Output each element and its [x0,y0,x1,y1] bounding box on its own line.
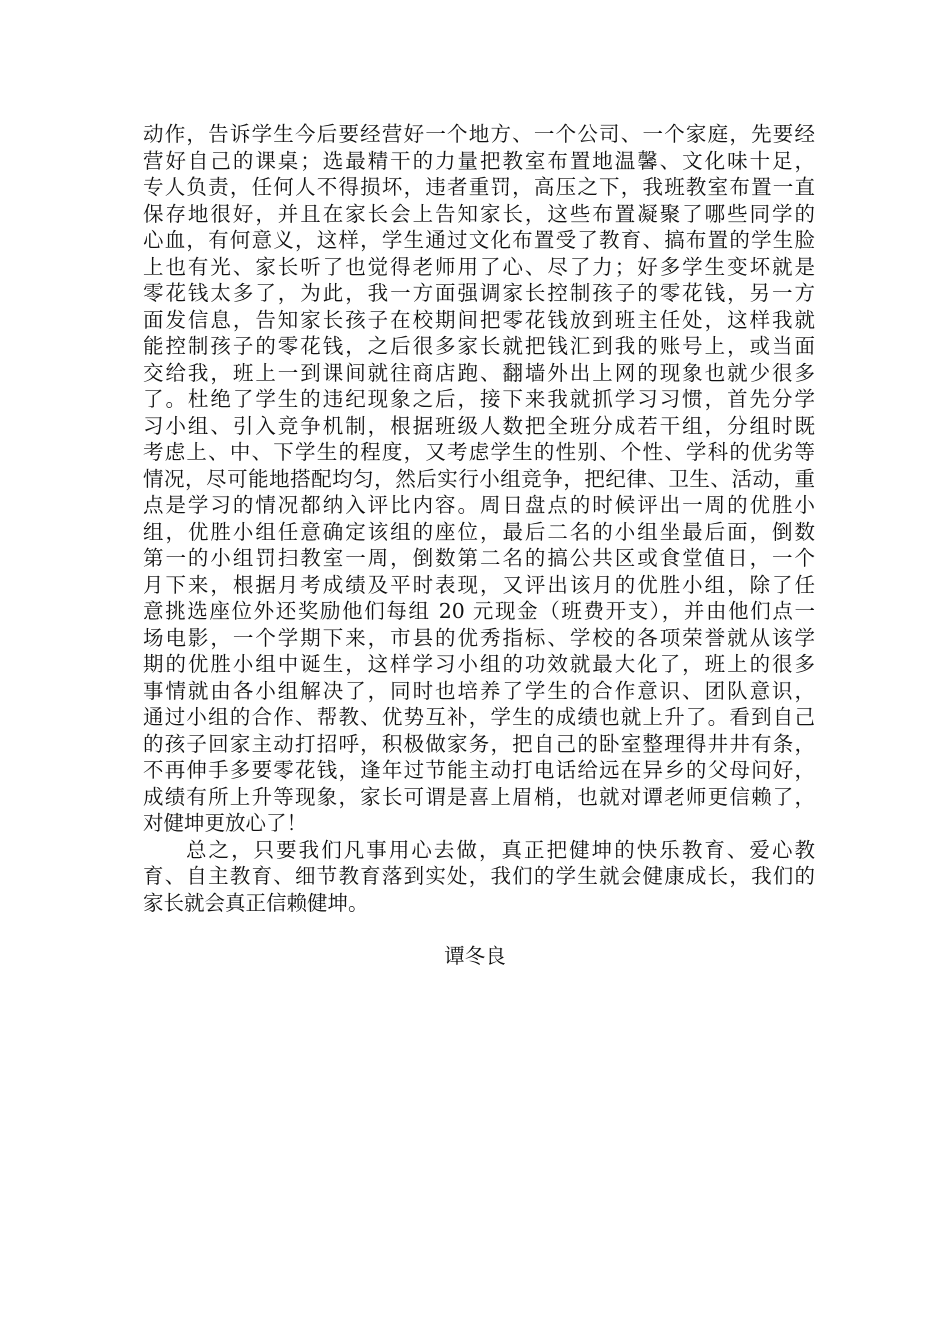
text-line: 总之，只要我们凡事用心去做，真正把健坤的快乐教育、爱心教 [186,837,815,862]
text-line: 月下来，根据月考成绩及平时表现，又评出该月的优胜小组，除了任 [143,572,815,597]
text-line: 能控制孩子的零花钱，之后很多家长就把钱汇到我的账号上，或当面 [143,334,815,358]
text-line: 育、自主教育、细节教育落到实处，我们的学生就会健康成长，我们的 [143,864,815,888]
text-line: 事情就由各小组解决了，同时也培养了学生的合作意识、团队意识， [143,678,815,703]
text-line: 期的优胜小组中诞生，这样学习小组的功效就最大化了，班上的很多 [143,652,815,676]
text-line: 场电影，一个学期下来，市县的优秀指标、学校的各项荣誉就从该学 [143,625,815,650]
text-line: 组，优胜小组任意确定该组的座位，最后二名的小组坐最后面，倒数 [143,519,815,544]
text-line: 零花钱太多了，为此，我一方面强调家长控制孩子的零花钱，另一方 [143,281,815,305]
text-line: 习小组、引入竞争机制，根据班级人数把全班分成若干组，分组时既 [143,413,815,438]
text-line: 交给我，班上一到课间就往商店跑、翻墙外出上网的现象也就少很多 [143,360,815,385]
text-line: 上也有光、家长听了也觉得老师用了心、尽了力；好多学生变坏就是 [143,254,815,279]
text-line: 对健坤更放心了！ [143,811,307,835]
text-line: 心血，有何意义，这样，学生通过文化布置受了教育、搞布置的学生脸 [143,228,815,252]
text-line: 的孩子回家主动打招呼，积极做家务，把自己的卧室整理得井井有条， [143,731,815,756]
paragraph-2 [143,837,815,917]
text-line: 动作，告诉学生今后要经营好一个地方、一个公司、一个家庭，先要经 [143,122,815,146]
author-signature: 谭冬良 [444,944,506,968]
text-line: 成绩有所上升等现象，家长可谓是喜上眉梢，也就对谭老师更信赖了， [143,784,815,809]
text-line: 了。杜绝了学生的违纪现象之后，接下来我就抓学习习惯，首先分学 [143,387,815,411]
paragraph-1 [143,121,815,837]
text-line: 意挑选座位外还奖励他们每组 20 元现金（班费开支），并由他们点一 [143,599,815,623]
text-line: 不再伸手多要零花钱，逢年过节能主动打电话给远在异乡的父母问好， [143,758,815,782]
text-line: 点是学习的情况都纳入评比内容。周日盘点的时候评出一周的优胜小 [143,493,815,517]
text-line: 面发信息，告知家长孩子在校期间把零花钱放到班主任处，这样我就 [143,307,815,332]
text-line: 第一的小组罚扫教室一周，倒数第二名的搞公共区或食堂值日，一个 [143,546,815,570]
text-line: 通过小组的合作、帮教、优势互补，学生的成绩也就上升了。看到自己 [143,705,815,729]
text-line: 考虑上、中、下学生的程度，又考虑学生的性别、个性、学科的优劣等 [143,440,815,464]
text-line: 营好自己的课桌；选最精干的力量把教室布置地温馨、文化味十足， [143,148,815,173]
text-line: 家长就会真正信赖健坤。 [143,890,369,915]
text-line: 保存地很好，并且在家长会上告知家长，这些布置凝聚了哪些同学的 [143,201,815,226]
text-line: 情况，尽可能地搭配均匀，然后实行小组竞争，把纪律、卫生、活动，重 [143,466,815,491]
body-text [143,121,815,916]
text-line: 专人负责，任何人不得损坏，违者重罚，高压之下，我班教室布置一直 [143,175,815,199]
